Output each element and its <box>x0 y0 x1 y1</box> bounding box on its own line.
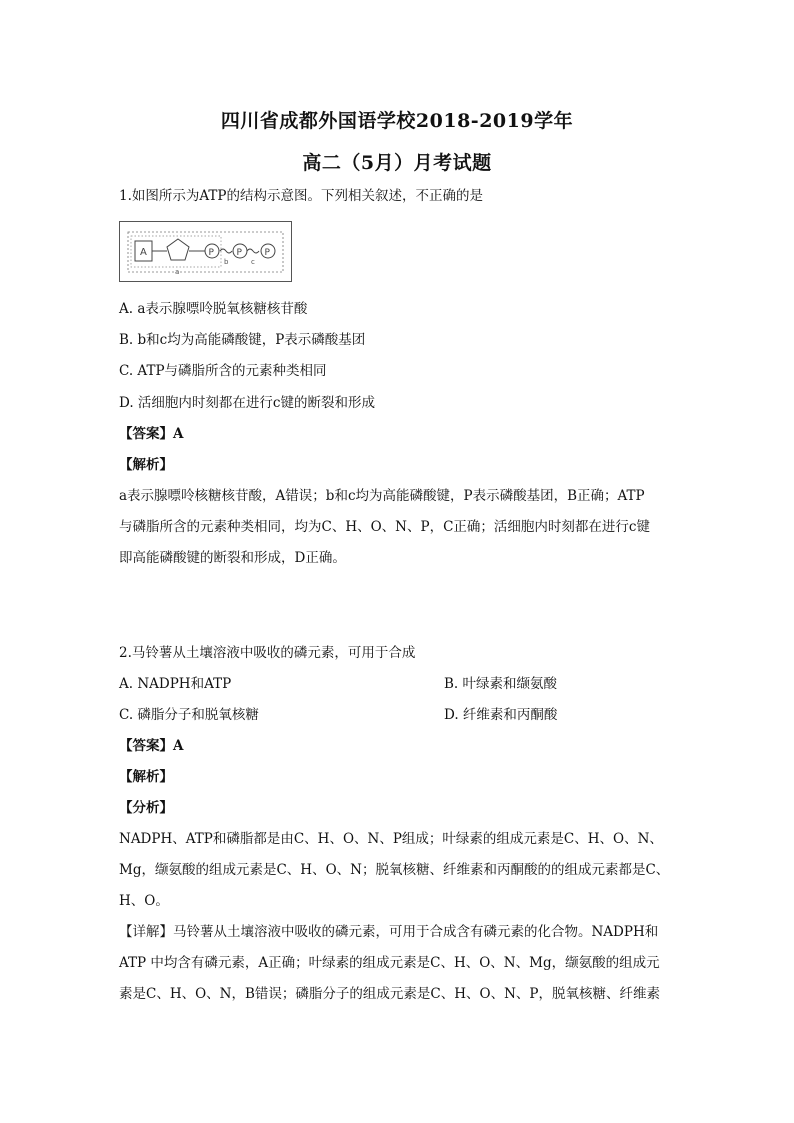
question-1-option-a: A. a表示腺嘌呤脱氧核糖核苷酸 <box>119 301 308 317</box>
question-2-option-b: B. 叶绿素和缬氨酸 <box>444 676 558 692</box>
question-2-fenxi-line-1: NADPH、ATP和磷脂都是由C、H、O、N、P组成；叶绿素的组成元素是C、H、O、N、 <box>119 831 663 847</box>
question-2-answer: 【答案】A <box>119 738 184 754</box>
question-1-answer: 【答案】A <box>119 426 184 442</box>
question-2-detail-line-2: ATP 中均含有磷元素，A正确；叶绿素的组成元素是C、H、O、N、Mg，缬氨酸的组成元 <box>119 955 660 971</box>
bond-c-label: c <box>251 258 255 266</box>
high-energy-bond-b <box>220 249 232 253</box>
question-1-option-d: D. 活细胞内时刻都在进行c键的断裂和形成 <box>119 395 375 411</box>
question-1-analysis-line-2: 与磷脂所含的元素种类相同，均为C、H、O、N、P，C正确；活细胞内时刻都在进行c键 <box>119 519 650 535</box>
document-title-line1: 四川省成都外国语学校2018-2019学年 <box>220 110 574 132</box>
atp-structure-diagram <box>120 222 293 283</box>
question-2-option-d: D. 纤维素和丙酮酸 <box>444 707 558 723</box>
question-2-fenxi-line-2: Mg，缬氨酸的组成元素是C、H、O、N；脱氧核糖、纤维素和丙酮酸的的组成元素都是C、 <box>119 862 670 878</box>
ribose-pentagon <box>167 239 189 260</box>
nucleotide-a-label: a <box>175 268 180 276</box>
question-1-option-b: B. b和c均为高能磷酸键，P表示磷酸基团 <box>119 332 366 348</box>
bond-b-label: b <box>224 258 229 266</box>
question-1-analysis-line-1: a表示腺嘌呤核糖核苷酸，A错误；b和c均为高能磷酸键，P表示磷酸基团，B正确；ATP <box>119 488 645 504</box>
question-1-analysis-header: 【解析】 <box>119 457 173 473</box>
question-2-stem: 2.马铃薯从土壤溶液中吸收的磷元素，可用于合成 <box>119 645 416 661</box>
atp-structure-figure <box>119 221 292 282</box>
question-2-detail-line-1: 【详解】马铃薯从土壤溶液中吸收的磷元素，可用于合成含有磷元素的化合物。NADPH和 <box>119 924 659 940</box>
high-energy-bond-c <box>247 249 259 253</box>
question-2-fenxi-line-3: H、O。 <box>119 893 169 909</box>
phosphate-label-3: P <box>264 248 270 258</box>
question-1-analysis-line-3: 即高能磷酸键的断裂和形成，D正确。 <box>119 550 346 566</box>
phosphate-label-1: P <box>208 248 214 258</box>
question-2-option-a: A. NADPH和ATP <box>119 676 232 692</box>
question-2-analysis-header: 【解析】 <box>119 769 173 785</box>
document-title-line2: 高二（5月）月考试题 <box>302 152 492 174</box>
question-2-option-c: C. 磷脂分子和脱氧核糖 <box>119 707 259 723</box>
question-1-stem: 1.如图所示为ATP的结构示意图。下列相关叙述，不正确的是 <box>119 188 483 204</box>
adenine-label: A <box>140 247 147 258</box>
question-1-option-c: C. ATP与磷脂所含的元素种类相同 <box>119 363 327 379</box>
question-2-fenxi-header: 【分析】 <box>119 800 173 816</box>
question-2-detail-line-3: 素是C、H、O、N，B错误；磷脂分子的组成元素是C、H、O、N、P，脱氧核糖、纤维素 <box>119 986 660 1002</box>
phosphate-label-2: P <box>236 248 242 258</box>
